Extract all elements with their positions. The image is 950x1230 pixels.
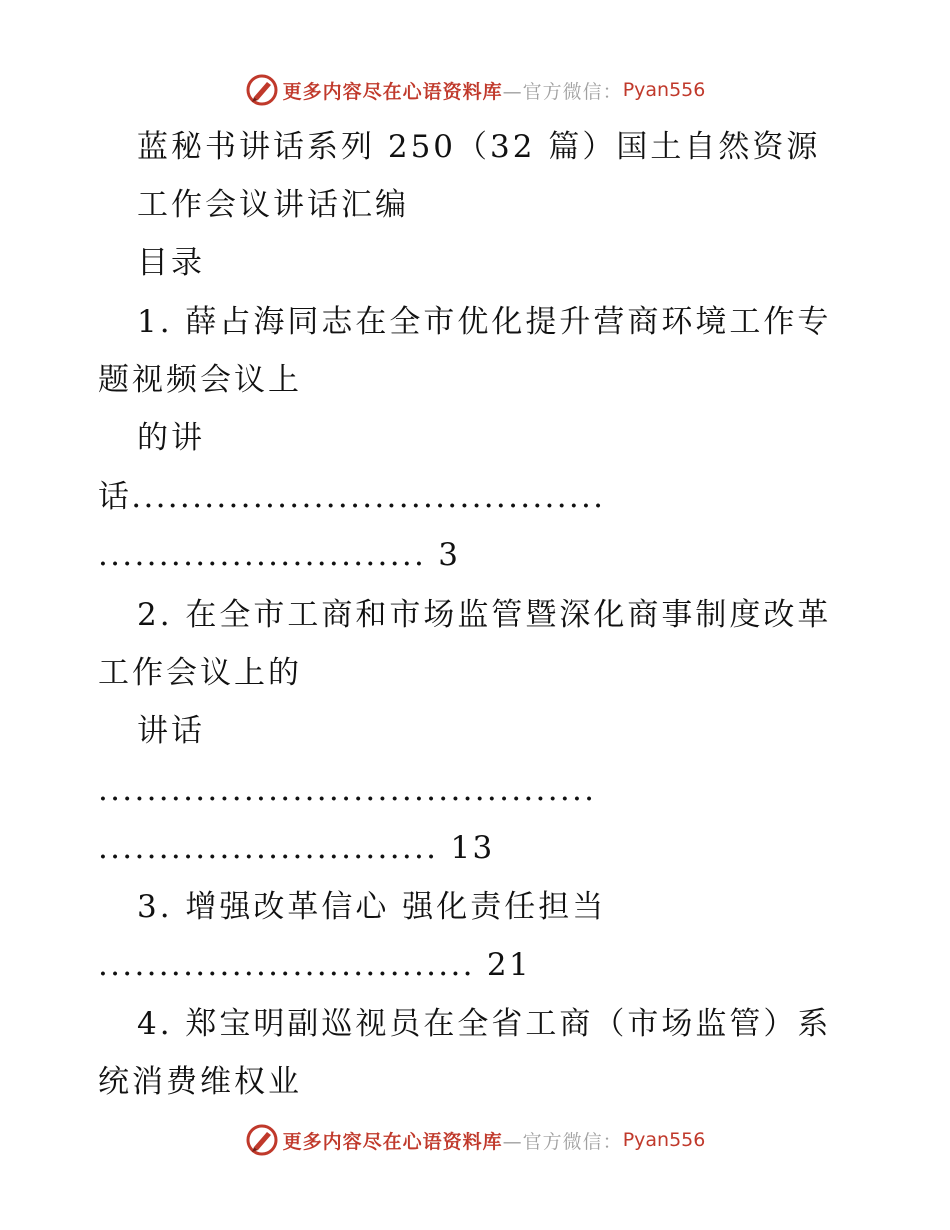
toc-item-2-page: ............................ 13 (98, 830, 495, 866)
toc-item-3-title: 3. 增强改革信心 强化责任担当 (137, 889, 607, 925)
toc-item-2-title-cont: 工作会议上的 (98, 655, 302, 691)
toc-item-2-title-cont2: 讲话 (137, 713, 205, 749)
toc-item-4-title-cont: 统消费维权业 (98, 1064, 302, 1100)
toc-item-1-title-cont: 题视频会议上 (98, 362, 302, 398)
header-banner (0, 70, 950, 110)
toc-item-1-page: ........................... 3 (98, 537, 461, 573)
toc-item-4-title: 4. 郑宝明副巡视员在全省工商（市场监管）系 (137, 1006, 832, 1042)
banner-wechat-id: Pyan556 (622, 79, 706, 101)
toc-item-2-leader: ......................................... (98, 772, 597, 808)
banner-main-text: 更多内容尽在心语资料库 (282, 80, 503, 103)
banner-wechat-id: Pyan556 (622, 1129, 706, 1151)
footer-banner (0, 1120, 950, 1160)
pen-logo-icon (245, 1123, 279, 1157)
pen-logo-icon (245, 73, 279, 107)
toc-item-1-title: 1. 薛占海同志在全市优化提升营商环境工作专 (137, 304, 832, 340)
toc-item-2-title: 2. 在全市工商和市场监管暨深化商事制度改革 (137, 597, 832, 633)
toc-item-1-title-cont2: 的讲 (137, 420, 205, 456)
document-title-line1: 蓝秘书讲话系列 250（32 篇）国土自然资源 (137, 129, 821, 165)
toc-heading: 目录 (137, 245, 205, 281)
banner-separator: —官方微信： (502, 1130, 623, 1153)
banner-separator: —官方微信： (502, 80, 623, 103)
banner-main-text: 更多内容尽在心语资料库 (282, 1130, 503, 1153)
toc-item-1-leader: 话....................................... (98, 479, 606, 515)
document-title-line2: 工作会议讲话汇编 (137, 187, 409, 223)
toc-item-3-page: ............................... 21 (98, 947, 531, 983)
